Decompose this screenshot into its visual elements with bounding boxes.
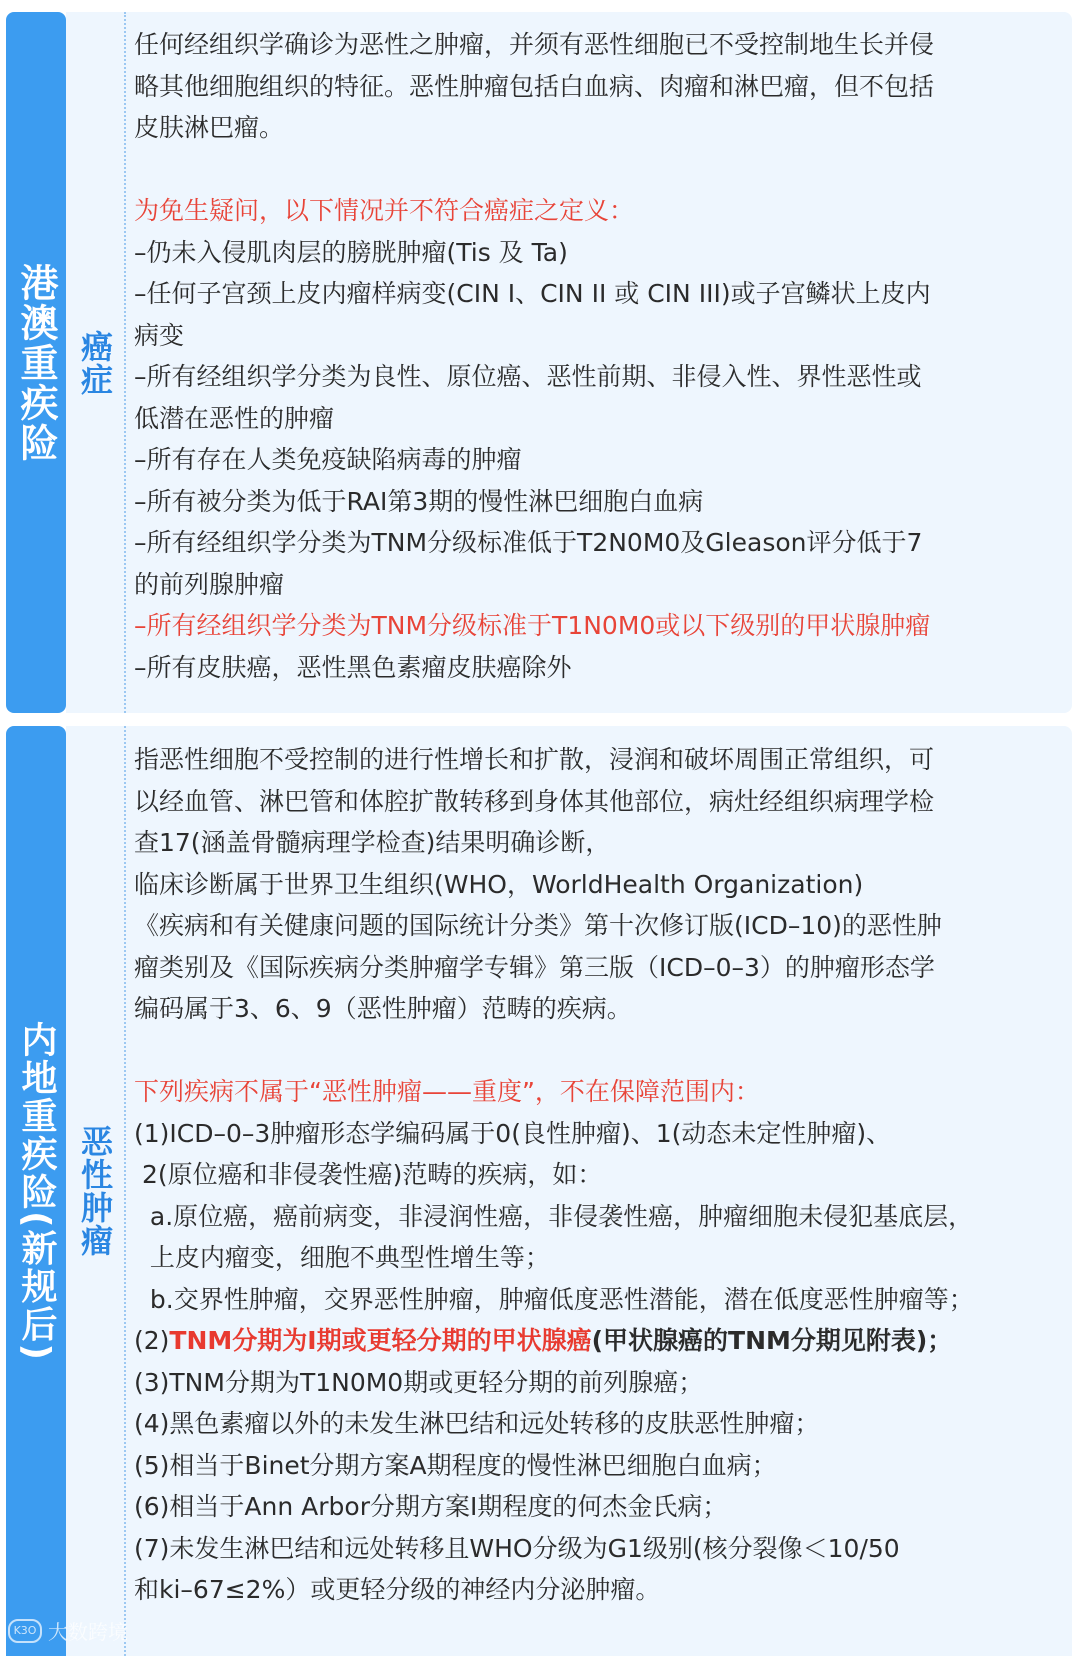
exclusion-line: (3)TNM分期为T1N0M0期或更轻分期的前列腺癌； — [134, 1367, 704, 1397]
hk-macau-section — [0, 0, 1080, 713]
exclusion-line: 的前列腺肿瘤 — [134, 569, 285, 599]
exclusion-line: –所有存在人类免疫缺陷病毒的肿瘤 — [134, 445, 522, 474]
exclusion-line: –所有被分类为低于RAI第3期的慢性淋巴细胞白血病 — [134, 486, 704, 516]
definition-content — [134, 24, 1068, 688]
exclusion-line: –所有皮肤癌，恶性黑色素瘤皮肤癌除外 — [134, 652, 572, 682]
watermark — [8, 1616, 128, 1645]
exclusion-line: a.原位癌，癌前病变，非浸润性癌，非侵袭性癌，肿瘤细胞未侵犯基底层， — [134, 1201, 974, 1231]
definition-line: 瘤类别及《国际疾病分类肿瘤学专辑》第三版（ICD–0–3）的肿瘤形态学 — [134, 952, 935, 982]
exclusion-line: 低潜在恶性的肿瘤 — [134, 403, 335, 433]
exclusion-line: –任何子宫颈上皮内瘤样病变(CIN I、CIN II 或 CIN III)或子宫鳞状上皮内 — [134, 279, 931, 308]
exclusion-line: (4)黑色素瘤以外的未发生淋巴结和远处转移的皮肤恶性肿瘤； — [134, 1409, 820, 1438]
exclusion-highlight: TNM分期为Ⅰ期或更轻分期的甲状腺癌 — [169, 1326, 592, 1355]
exclusion-line: (5)相当于Binet分期方案A期程度的慢性淋巴细胞白血病； — [134, 1450, 777, 1480]
exclusion-line: 病变 — [134, 320, 185, 350]
definition-line: 略其他细胞组织的特征。恶性肿瘤包括白血病、肉瘤和淋巴瘤，但不包括 — [134, 71, 935, 101]
exclusion-line: –所有经组织学分类为良性、原位癌、恶性前期、非侵入性、界性恶性或 — [134, 362, 922, 391]
exclusion-heading: 为免生疑问，以下情况并不符合癌症之定义： — [134, 196, 635, 225]
definition-line: 以经血管、淋巴管和体腔扩散转移到身体其他部位，病灶经组织病理学检 — [134, 786, 935, 816]
section-label-text: 港澳重疾险 — [14, 262, 58, 463]
dotted-divider — [124, 12, 126, 713]
exclusion-line: 和ki–67≤2%）或更轻分级的神经内分泌肿瘤。 — [134, 1575, 661, 1604]
definition-line: 编码属于3、6、9（恶性肿瘤）范畴的疾病。 — [134, 994, 632, 1023]
definition-line: 《疾病和有关健康问题的国际统计分类》第十次修订版(ICD–10)的恶性肿 — [134, 911, 942, 940]
definition-line: 任何经组织学确诊为恶性之肿瘤，并须有恶性细胞已不受控制地生长并侵 — [134, 30, 935, 59]
definition-line: 临床诊断属于世界卫生组织(WHO，WorldHealth Organization) — [134, 869, 864, 899]
section-label-mainland — [6, 726, 66, 1656]
exclusion-line: –仍未入侵肌肉层的膀胱肿瘤(Tis 及 Ta) — [134, 237, 568, 267]
definition-content — [134, 739, 1068, 1611]
category-label-text: 恶性肿瘤 — [76, 1125, 114, 1257]
category-label — [66, 726, 124, 1656]
mainland-section — [0, 726, 1080, 1656]
exclusion-line: (6)相当于Ann Arbor分期方案Ⅰ期程度的何杰金氏病； — [134, 1492, 728, 1521]
exclusion-highlight: –所有经组织学分类为TNM分级标准于T1N0M0或以下级别的甲状腺肿瘤 — [134, 611, 931, 640]
exclusion-line: 2(原位癌和非侵袭性癌)范畴的疾病，如： — [134, 1160, 603, 1189]
definition-line: 查17(涵盖骨髓病理学检查)结果明确诊断， — [134, 828, 611, 857]
definition-line: 指恶性细胞不受控制的进行性增长和扩散，浸润和破坏周围正常组织，可 — [134, 745, 935, 774]
section-label-hk-macau — [6, 12, 66, 713]
exclusion-line: b.交界性肿瘤，交界恶性肿瘤，肿瘤低度恶性潜能，潜在低度恶性肿瘤等； — [134, 1284, 974, 1314]
exclusion-line: (1)ICD–0–3肿瘤形态学编码属于0(良性肿瘤)、1(动态未定性肿瘤)、 — [134, 1118, 892, 1148]
watermark-text: 大数跨境 — [48, 1620, 128, 1644]
exclusion-item-2 — [134, 1320, 1068, 1362]
category-label-text: 癌症 — [76, 329, 114, 396]
exclusion-line: –所有经组织学分类为TNM分级标准低于T2N0M0及Gleason评分低于7 — [134, 528, 923, 557]
watermark-logo-icon: K3O — [8, 1619, 42, 1643]
category-label — [66, 12, 124, 713]
dotted-divider — [124, 726, 126, 1656]
section-label-text: 内地重疾险(新规后) — [16, 1020, 57, 1362]
exclusion-line: (7)未发生淋巴结和远处转移且WHO分级为G1级别(核分裂像＜10/50 — [134, 1533, 900, 1563]
item-suffix: (甲状腺癌的TNM分期见附表)； — [591, 1326, 953, 1355]
exclusion-heading: 下列疾病不属于“恶性肿瘤——重度”，不在保障范围内： — [134, 1077, 760, 1106]
definition-line: 皮肤淋巴瘤。 — [134, 113, 285, 142]
item-prefix: (2) — [134, 1326, 170, 1355]
section-panel — [66, 726, 1072, 1656]
section-panel — [66, 12, 1072, 713]
exclusion-line: 上皮内瘤变，细胞不典型性增生等； — [134, 1243, 550, 1272]
